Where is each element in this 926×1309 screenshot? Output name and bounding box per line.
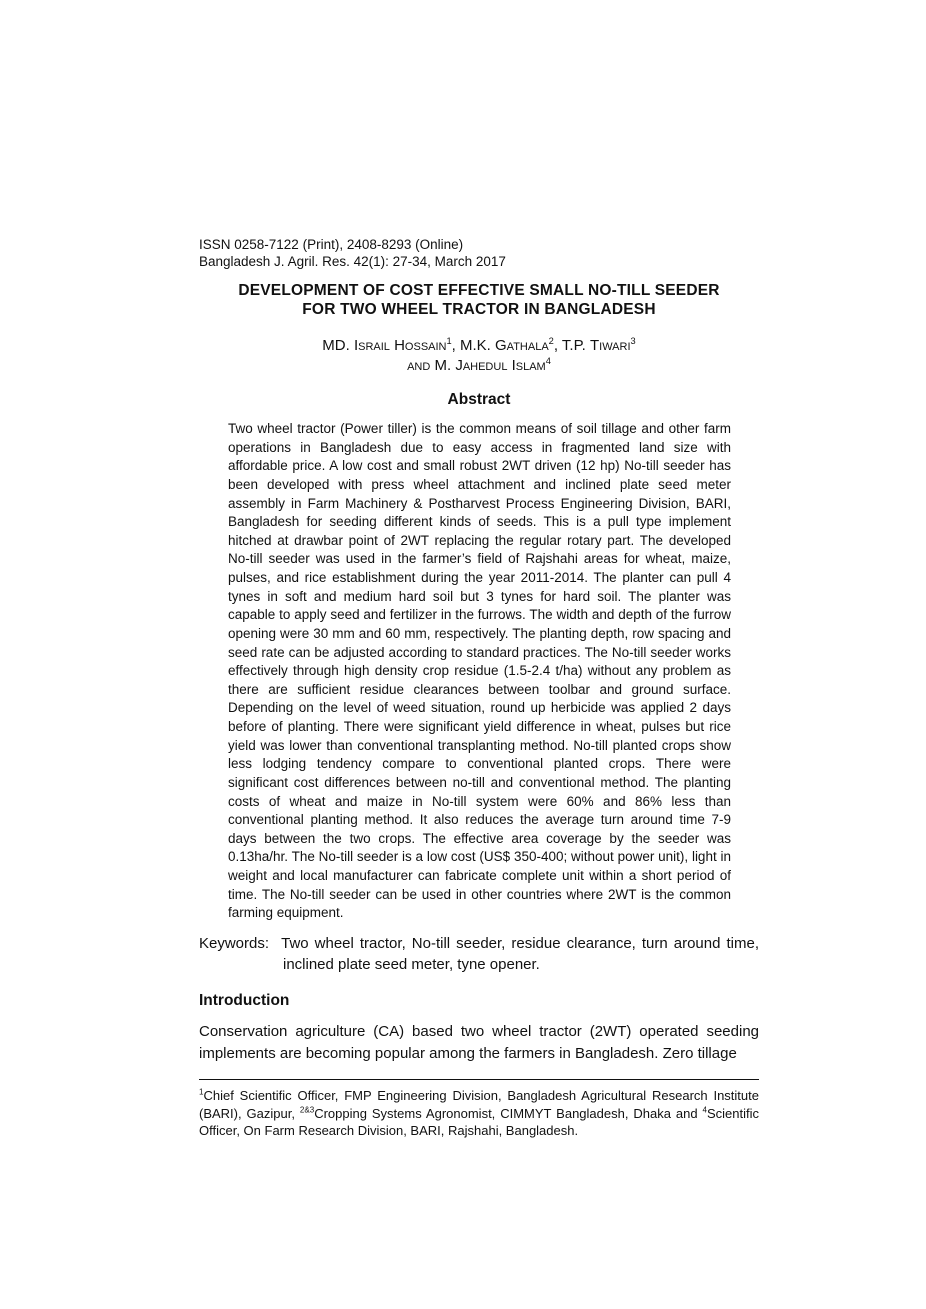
- author-list: [199, 336, 759, 376]
- title-line-2: FOR TWO WHEEL TRACTOR IN BANGLADESH: [302, 301, 656, 318]
- author-4-name: Jahedul Islam: [455, 357, 546, 374]
- footnote-marker-1: 1: [199, 1087, 204, 1097]
- abstract-body: Two wheel tractor (Power tiller) is the common means of soil tillage and other farm operations in Bangladesh due to easy access in fragmented land size with affordable price. A low cost and small robust 2WT driven (12 hp) No-till seeder has been developed with press wheel attachment and inclined plate seed meter assembly in Farm Machinery & Postharvest Process Engineering Division, BARI, Bangladesh for seeding different kinds of seeds. This is a pull type implement hitched at drawbar point of 2WT replacing the regular rotary part. The developed No-till seeder was used in the farmer’s field of Rajshahi areas for wheat, maize, pulses, and rice establishment during the year 2011-2014. The planter can pull 4 tynes in soft and medium hard soil but 3 tynes for hard soil. The planter was capable to apply seed and fertilizer in the furrows. The width and depth of the furrow opening were 30 mm and 60 mm, respectively. The planting depth, row spacing and seed rate can be adjusted according to standard practices. The No-till seeder works effectively through high density crop residue (1.5-2.4 t/ha) without any problem as there are sufficient residue clearances between toolbar and ground surface. Depending on the level of weed situation, round up herbicide was applied 2 days before of planting. There were significant yield difference in wheat, pulses but rice yield was lower than conventional transplanting method. No-till planted crops show less lodging tendency compare to conventional planted crops. There were significant cost differences between no-till and conventional method. The planting costs of wheat and maize in No-till system were 60% and 86% less than conventional planting method. It also reduces the average turn around time 7-9 days between the two crops. The effective area coverage by the seeder was 0.13ha/hr. The No-till seeder is a low cost (US$ 350-400; without power unit), light in weight and local manufacturer can fabricate complete unit within a short period of time. The No-till seeder can be used in other countries where 2WT is the common farming equipment.: [228, 421, 731, 921]
- footnote-part-2: Cropping Systems Agronomist, CIMMYT Bangladesh, Dhaka and: [314, 1105, 703, 1121]
- author-1-prefix: MD.: [322, 337, 354, 354]
- author-1-name: Israil Hossain: [353, 337, 447, 354]
- footnote-part-3: Scientific Officer, On Farm Research Division, BARI, Rajshahi, Bangladesh.: [199, 1105, 760, 1138]
- journal-header: [199, 236, 506, 270]
- author-2-prefix: , M.K.: [451, 337, 496, 354]
- abstract-heading: Abstract: [447, 391, 511, 408]
- paper-title: [199, 281, 759, 319]
- issn-line: ISSN 0258-7122 (Print), 2408-8293 (Online): [199, 237, 464, 252]
- author-3-affil: 3: [630, 336, 636, 346]
- introduction-body: Conservation agriculture (CA) based two wheel tractor (2WT) operated seeding implements are becoming popular among the farmers in Bangladesh. Zero tillage: [199, 1023, 759, 1062]
- keywords-text: Two wheel tractor, No-till seeder, residue clearance, turn around time, inclined plate seed meter, tyne opener.: [281, 935, 759, 973]
- author-line-1: [199, 336, 759, 356]
- author-line-2: [199, 356, 759, 376]
- affiliation-footnote: [199, 1087, 759, 1140]
- author-4-affil: 4: [545, 356, 551, 366]
- author-1-affil: 1: [446, 336, 452, 346]
- footnote-divider: [199, 1079, 759, 1080]
- author-2-name: Gathala: [495, 337, 549, 354]
- keywords: [199, 933, 759, 975]
- keywords-label: Keywords:: [199, 935, 270, 952]
- author-3-name: Tiwari: [589, 337, 631, 354]
- introduction-heading: Introduction: [199, 992, 290, 1009]
- footnote-part-1: Chief Scientific Officer, FMP Engineering Division, Bangladesh Agricultural Research Institute (BARI), Gazipur,: [199, 1088, 759, 1121]
- footnote-marker-3: 4: [702, 1105, 707, 1115]
- author-2-affil: 2: [548, 336, 554, 346]
- author-3-prefix: , T.P.: [553, 337, 590, 354]
- author-4-prefix: and M.: [407, 357, 456, 374]
- footnote-marker-2: 2&3: [299, 1105, 315, 1115]
- citation-line: Bangladesh J. Agril. Res. 42(1): 27-34, March 2017: [199, 254, 506, 269]
- title-line-1: DEVELOPMENT OF COST EFFECTIVE SMALL NO-TILL SEEDER: [238, 282, 720, 299]
